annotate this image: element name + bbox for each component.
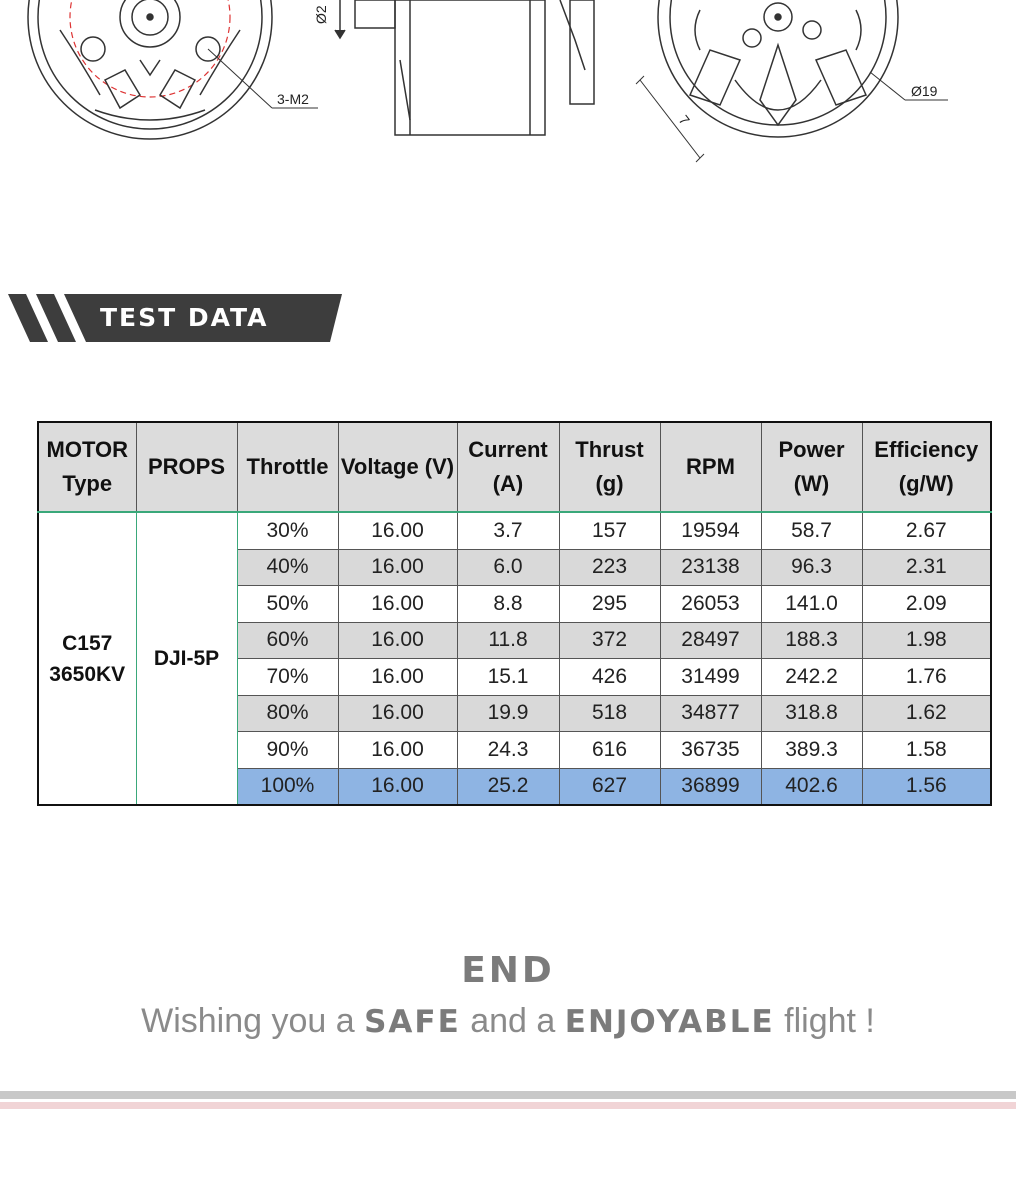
current-cell: 6.0 bbox=[457, 549, 559, 586]
efficiency-cell: 2.09 bbox=[862, 586, 991, 623]
power-cell: 96.3 bbox=[761, 549, 862, 586]
power-cell: 58.7 bbox=[761, 512, 862, 549]
table-header-row bbox=[38, 422, 991, 512]
motor-side-view-icon bbox=[335, 0, 594, 135]
voltage-cell: 16.00 bbox=[338, 695, 457, 732]
efficiency-cell: 1.98 bbox=[862, 622, 991, 659]
efficiency-cell: 2.67 bbox=[862, 512, 991, 549]
power-cell: 318.8 bbox=[761, 695, 862, 732]
thrust-cell: 426 bbox=[559, 659, 660, 696]
header-rpm: RPM bbox=[660, 422, 761, 512]
motor-front-view-icon bbox=[28, 0, 272, 139]
screws-label: 3-M2 bbox=[277, 91, 309, 107]
throttle-cell: 70% bbox=[237, 659, 338, 696]
rpm-cell: 19594 bbox=[660, 512, 761, 549]
current-cell: 24.3 bbox=[457, 732, 559, 769]
thrust-cell: 223 bbox=[559, 549, 660, 586]
efficiency-cell: 2.31 bbox=[862, 549, 991, 586]
test-data-table bbox=[37, 421, 992, 806]
rpm-cell: 34877 bbox=[660, 695, 761, 732]
footer-divider-gray bbox=[0, 1091, 1016, 1099]
section-title: TEST DATA bbox=[100, 303, 269, 332]
header-voltage: Voltage (V) bbox=[338, 422, 457, 512]
efficiency-cell: 1.58 bbox=[862, 732, 991, 769]
closing-message bbox=[0, 1002, 1016, 1041]
props-cell: DJI-5P bbox=[136, 512, 237, 805]
thrust-cell: 157 bbox=[559, 512, 660, 549]
section-banner bbox=[8, 292, 348, 346]
thrust-cell: 627 bbox=[559, 768, 660, 805]
throttle-cell: 100% bbox=[237, 768, 338, 805]
voltage-cell: 16.00 bbox=[338, 622, 457, 659]
current-cell: 3.7 bbox=[457, 512, 559, 549]
header-throttle: Throttle bbox=[237, 422, 338, 512]
power-cell: 188.3 bbox=[761, 622, 862, 659]
current-cell: 8.8 bbox=[457, 586, 559, 623]
voltage-cell: 16.00 bbox=[338, 549, 457, 586]
thrust-cell: 616 bbox=[559, 732, 660, 769]
header-motor-type: MOTOR Type bbox=[38, 422, 136, 512]
power-cell: 389.3 bbox=[761, 732, 862, 769]
thrust-cell: 518 bbox=[559, 695, 660, 732]
current-cell: 19.9 bbox=[457, 695, 559, 732]
throttle-cell: 80% bbox=[237, 695, 338, 732]
wish-and-a: and a bbox=[470, 1002, 556, 1040]
current-cell: 25.2 bbox=[457, 768, 559, 805]
voltage-cell: 16.00 bbox=[338, 512, 457, 549]
throttle-cell: 60% bbox=[237, 622, 338, 659]
power-cell: 402.6 bbox=[761, 768, 862, 805]
shaft-label: Ø2 bbox=[313, 5, 329, 24]
efficiency-cell: 1.76 bbox=[862, 659, 991, 696]
motor-technical-drawing bbox=[0, 0, 1016, 170]
power-cell: 141.0 bbox=[761, 586, 862, 623]
voltage-cell: 16.00 bbox=[338, 768, 457, 805]
wish-suffix: flight ! bbox=[784, 1002, 875, 1040]
header-current: Current (A) bbox=[457, 422, 559, 512]
header-power: Power (W) bbox=[761, 422, 862, 512]
end-title: END bbox=[461, 950, 555, 991]
throttle-cell: 50% bbox=[237, 586, 338, 623]
voltage-cell: 16.00 bbox=[338, 732, 457, 769]
throttle-cell: 40% bbox=[237, 549, 338, 586]
wish-prefix: Wishing you a bbox=[141, 1002, 355, 1040]
safe-word: SAFE bbox=[364, 1004, 461, 1040]
throttle-cell: 90% bbox=[237, 732, 338, 769]
rpm-cell: 23138 bbox=[660, 549, 761, 586]
table-row bbox=[38, 512, 991, 549]
efficiency-cell: 1.56 bbox=[862, 768, 991, 805]
current-cell: 11.8 bbox=[457, 622, 559, 659]
header-props: PROPS bbox=[136, 422, 237, 512]
width-label: 7 bbox=[675, 111, 694, 128]
enjoyable-word: ENJOYABLE bbox=[564, 1004, 775, 1040]
rpm-cell: 36899 bbox=[660, 768, 761, 805]
motor-rear-view-icon bbox=[658, 0, 898, 137]
efficiency-cell: 1.62 bbox=[862, 695, 991, 732]
throttle-cell: 30% bbox=[237, 512, 338, 549]
voltage-cell: 16.00 bbox=[338, 586, 457, 623]
current-cell: 15.1 bbox=[457, 659, 559, 696]
motor-type-cell: C157 3650KV bbox=[38, 512, 136, 805]
power-cell: 242.2 bbox=[761, 659, 862, 696]
footer-divider-pink bbox=[0, 1102, 1016, 1109]
rpm-cell: 28497 bbox=[660, 622, 761, 659]
rpm-cell: 26053 bbox=[660, 586, 761, 623]
rpm-cell: 31499 bbox=[660, 659, 761, 696]
rpm-cell: 36735 bbox=[660, 732, 761, 769]
voltage-cell: 16.00 bbox=[338, 659, 457, 696]
thrust-cell: 295 bbox=[559, 586, 660, 623]
header-efficiency: Efficiency (g/W) bbox=[862, 422, 991, 512]
outer-diameter-label: Ø19 bbox=[911, 83, 938, 99]
header-thrust: Thrust (g) bbox=[559, 422, 660, 512]
thrust-cell: 372 bbox=[559, 622, 660, 659]
